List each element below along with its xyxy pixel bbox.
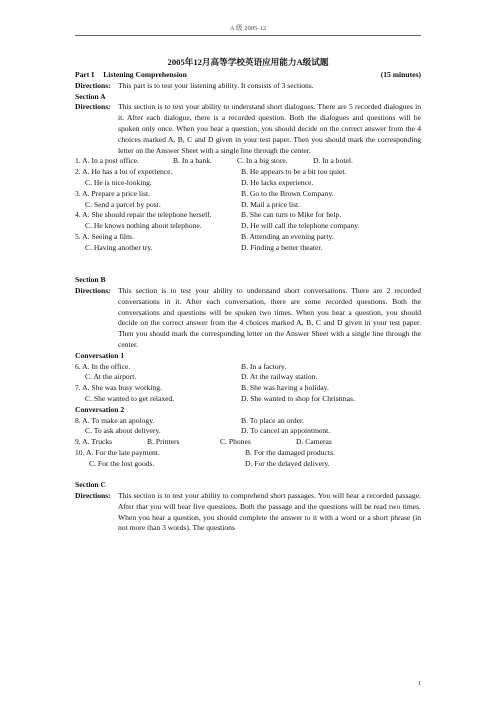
section-a-title: Section A bbox=[75, 91, 106, 101]
question-5 bbox=[75, 232, 421, 243]
option-d: D. He lacks experience. bbox=[241, 177, 314, 187]
exam-title: 2005年12月高等学校英语应用能力A级试题 bbox=[167, 57, 329, 67]
question-8 bbox=[75, 416, 421, 427]
option-d: D. Finding a better theater. bbox=[241, 242, 323, 252]
option-a: 3. A. Prepare a price list. bbox=[75, 188, 151, 198]
question-10 bbox=[75, 448, 421, 459]
option-b: B. In a factory. bbox=[241, 361, 287, 371]
directions-text: This part is to test your listening ability. It consists of 3 sections. bbox=[118, 80, 314, 90]
option-c: C. Send a parcel by post. bbox=[85, 199, 161, 209]
question-2-cont bbox=[75, 178, 421, 189]
question-4-cont bbox=[75, 221, 421, 232]
option-a: 4. A. She should repair the telephone herself. bbox=[75, 210, 212, 220]
header-rule bbox=[75, 35, 421, 36]
part-1-directions bbox=[75, 81, 421, 92]
option-a: 8. A. To make an apology. bbox=[75, 415, 155, 425]
question-7 bbox=[75, 383, 421, 394]
question-4 bbox=[75, 210, 421, 221]
question-10-cont bbox=[75, 459, 421, 470]
question-3-cont bbox=[75, 200, 421, 211]
conversation-2-title: Conversation 2 bbox=[75, 404, 125, 414]
directions-text: This section is to test your ability to comprehend short passages. You will hear a recorded passage. After that you will hear five questions. Both the passage and the questions will be read two times. When you hear a question, you should complete the answer to it with a word or a short phrase (in not more than 3 words). The questions bbox=[118, 491, 421, 533]
directions-label: Directions: bbox=[75, 491, 111, 501]
question-2 bbox=[75, 167, 421, 178]
option-a: 9. A. Trucks bbox=[75, 437, 113, 447]
option-c: C. She wanted to get relaxed. bbox=[85, 393, 175, 403]
option-a: 6. A. In the office. bbox=[75, 361, 131, 371]
option-a: 10. A. For the late payment. bbox=[75, 447, 160, 457]
option-a: 7. A. She was busy working. bbox=[75, 383, 162, 393]
question-9 bbox=[75, 437, 421, 448]
part-label: Part I bbox=[75, 70, 95, 79]
question-8-cont bbox=[75, 426, 421, 437]
question-6 bbox=[75, 362, 421, 373]
part-1-heading bbox=[75, 70, 421, 81]
option-d: D. She wanted to shop for Christmas. bbox=[241, 393, 355, 403]
option-a: 5. A. Seeing a film. bbox=[75, 231, 134, 241]
question-5-cont bbox=[75, 243, 421, 254]
option-b: B. She can turn to Mike for help. bbox=[241, 210, 342, 220]
option-b: B. She was having a holiday. bbox=[241, 383, 329, 393]
option-c: C. Phones bbox=[220, 437, 251, 447]
option-d: D. He will call the telephone company. bbox=[241, 221, 360, 231]
directions-label: Directions: bbox=[75, 285, 111, 295]
option-b: B. Printers bbox=[147, 437, 180, 447]
option-d: D. At the railway station. bbox=[241, 372, 318, 382]
running-head: A 级 2005-12 bbox=[229, 25, 267, 32]
option-b: B. He appears to be a bit too quiet. bbox=[241, 167, 347, 177]
section-c-directions bbox=[75, 491, 421, 534]
option-c: C. For the lost goods. bbox=[89, 458, 155, 468]
directions-label: Directions: bbox=[75, 102, 111, 112]
conversation-1-title: Conversation 1 bbox=[75, 350, 125, 360]
option-b: B. Go to the Brown Company. bbox=[241, 188, 334, 198]
option-c: C. Having another try. bbox=[85, 242, 153, 252]
directions-text: This section is to test your ability to understand short dialogues. There are 5 recorded dialogues in it. After each dialogue, there is a recorded question. Both the dialogues and questions will be spoken only once. When you hear a question, you should decide on the correct answer from the 4 choices marked A, B, C and D given in your test paper. Then you should mark the corresponding letter on the Answer Sheet with a single line through the center. bbox=[118, 102, 421, 155]
part-time: (15 minutes) bbox=[380, 70, 421, 79]
section-b-title: Section B bbox=[75, 275, 106, 285]
option-d: D. In a hotel. bbox=[313, 156, 353, 166]
option-a: 2. A. He has a lot of experience. bbox=[75, 167, 173, 177]
section-a-directions bbox=[75, 102, 421, 156]
option-d: D. Cameras bbox=[296, 437, 332, 447]
part-name: Listening Comprehension bbox=[103, 70, 187, 79]
section-b-directions bbox=[75, 286, 421, 351]
question-1 bbox=[75, 156, 421, 167]
content-body bbox=[75, 70, 421, 534]
question-3 bbox=[75, 189, 421, 200]
option-d: D. For the delayed delivery. bbox=[245, 458, 330, 468]
option-b: B. Attending an evening party. bbox=[241, 231, 334, 241]
option-b: B. For the damaged products. bbox=[245, 447, 335, 457]
option-c: C. To ask about delivery. bbox=[85, 426, 161, 436]
option-b: B. In a bank. bbox=[173, 156, 213, 166]
page-number: 1 bbox=[418, 680, 422, 687]
question-7-cont bbox=[75, 394, 421, 405]
question-6-cont bbox=[75, 372, 421, 383]
section-c-title: Section C bbox=[75, 480, 107, 490]
option-d: D. Mail a price list. bbox=[241, 199, 301, 209]
option-c: C. At the airport. bbox=[85, 372, 137, 382]
option-a: 1. A. In a post office. bbox=[75, 156, 139, 166]
option-c: C. In a big store. bbox=[237, 156, 288, 166]
option-c: C. He knows nothing about telephone. bbox=[85, 221, 202, 231]
directions-text: This section is to test your ability to understand short conversations. There are 2 recorded conversations in it. After each conversation, there are some recorded questions. Both the conversations and questions will be spoken two times. When you hear a question, you should decide on the correct answer from the 4 choices marked A, B, C and D given in your test paper. Then you should mark the corresponding letter on the Answer Sheet with a single line through the center. bbox=[118, 285, 421, 349]
option-c: C. He is nice-looking. bbox=[85, 177, 152, 187]
directions-label: Directions: bbox=[75, 80, 111, 90]
option-d: D. To cancel an appointment. bbox=[241, 426, 331, 436]
option-b: B. To place an order. bbox=[241, 415, 305, 425]
